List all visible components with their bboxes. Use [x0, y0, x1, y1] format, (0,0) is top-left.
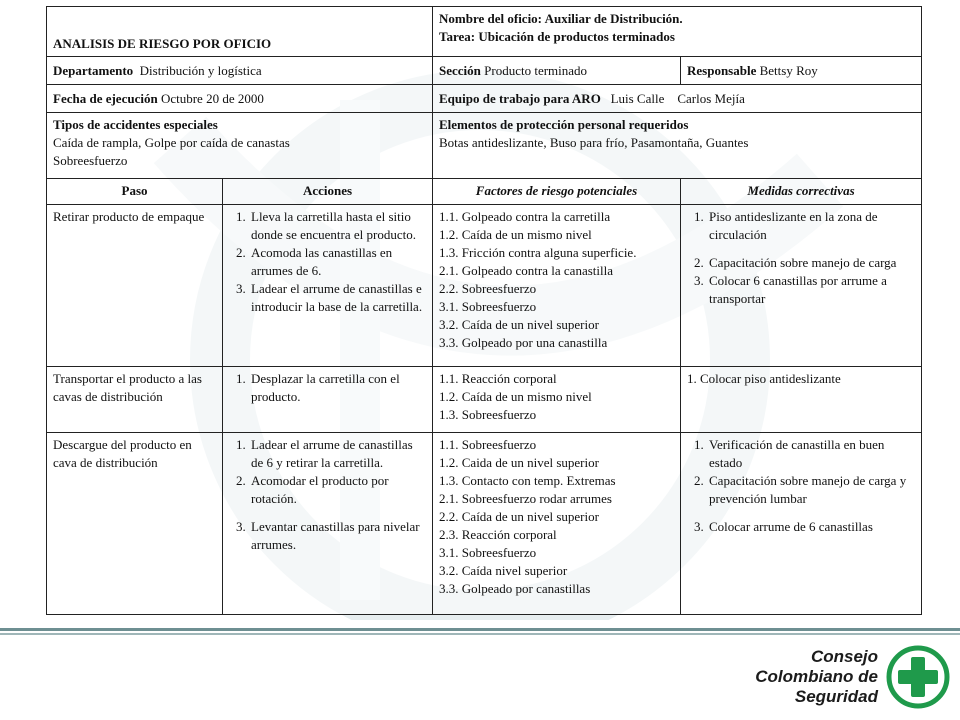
table-row	[47, 367, 922, 433]
departamento-value: Distribución y logística	[139, 62, 262, 78]
section-cell	[433, 57, 681, 85]
medida-item: 2. Capacitación sobre manejo de carga	[707, 254, 915, 272]
factor-item: 1.1. Golpeado contra la carretilla	[439, 209, 611, 224]
tarea-label: Tarea:	[439, 29, 476, 44]
table-row	[47, 433, 922, 615]
factor-item: 3.2. Caída nivel superior	[439, 563, 568, 578]
medida-item: 1. Piso antideslizante en la zona de circulación	[707, 208, 915, 244]
accidentes-line: Caída de rampla, Golpe por caída de canastas	[53, 135, 290, 150]
acciones-cell	[223, 367, 433, 433]
medida-item: 3. Colocar 6 canastillas por arrume a transportar	[707, 272, 915, 308]
accion-item: 3. Levantar canastillas para nivelar arrumes.	[249, 518, 426, 554]
column-header-acciones: Acciones	[223, 179, 433, 205]
risk-analysis-table	[46, 6, 922, 615]
job-info-cell	[433, 7, 922, 57]
factor-item: 1.1. Sobreesfuerzo	[439, 437, 537, 452]
medida-item: 2. Capacitación sobre manejo de carga y prevención lumbar	[707, 472, 915, 508]
factor-item: 2.1. Golpeado contra la canastilla	[439, 263, 613, 278]
responsible-cell	[681, 57, 922, 85]
responsable-value: Bettsy Roy	[759, 62, 818, 78]
factor-item: 1.2. Caida de un nivel superior	[439, 455, 599, 470]
paso-cell: Descargue del producto en cava de distribución	[47, 433, 223, 615]
department-cell	[47, 57, 433, 85]
accion-item: 1. Desplazar la carretilla con el producto.	[249, 370, 426, 406]
factor-item: 1.3. Contacto con temp. Extremas	[439, 473, 616, 488]
factor-item: 2.2. Sobreesfuerzo	[439, 281, 537, 296]
factor-item: 1.3. Sobreesfuerzo	[439, 407, 537, 422]
equipo-value: Luis Calle Carlos Mejía	[610, 90, 745, 106]
accidentes-line: Sobreesfuerzo	[53, 153, 128, 168]
accion-item: 2. Acomoda las canastillas en arrumes de 6.	[249, 244, 426, 280]
document-title-cell	[47, 7, 433, 57]
factores-cell	[433, 433, 681, 615]
responsable-label: Responsable	[687, 62, 757, 78]
tarea-value: Ubicación de productos terminados	[478, 29, 675, 44]
column-header-medidas: Medidas correctivas	[681, 179, 922, 205]
aro-document	[46, 6, 921, 615]
medida-item: 1. Verificación de canastilla en buen estado	[707, 436, 915, 472]
column-header-factores: Factores de riesgo potenciales	[433, 179, 681, 205]
factor-item: 3.2. Caída de un nivel superior	[439, 317, 599, 332]
footer-divider	[0, 628, 960, 631]
factores-cell	[433, 367, 681, 433]
ccs-logo	[750, 643, 950, 713]
paso-cell: Retirar producto de empaque	[47, 205, 223, 367]
fecha-label: Fecha de ejecución	[53, 90, 158, 106]
document-title: ANALISIS DE RIESGO POR OFICIO	[53, 36, 272, 51]
medidas-cell	[681, 367, 922, 433]
execution-date-cell	[47, 85, 433, 113]
footer-divider-secondary	[0, 633, 960, 635]
factor-item: 3.3. Golpeado por una canastilla	[439, 335, 608, 350]
green-cross-icon	[886, 645, 950, 709]
logo-line: Seguridad	[794, 687, 878, 706]
medida-item: 3. Colocar arrume de 6 canastillas	[707, 518, 915, 536]
equipo-label: Equipo de trabajo para ARO	[439, 90, 601, 106]
departamento-label: Departamento	[53, 62, 134, 78]
accion-item: 1. Ladear el arrume de canastillas de 6 y retirar la carretilla.	[249, 436, 426, 472]
oficio-value: Auxiliar de Distribución.	[544, 11, 683, 26]
medidas-cell	[681, 205, 922, 367]
table-row	[47, 205, 922, 367]
accion-item: 2. Acomodar el producto por rotación.	[249, 472, 426, 508]
epp-label: Elementos de protección personal requeridos	[439, 117, 689, 132]
logo-wordmark	[750, 647, 878, 707]
factor-item: 3.3. Golpeado por canastillas	[439, 581, 591, 596]
epp-value: Botas antideslizante, Buso para frío, Pasamontaña, Guantes	[439, 135, 749, 150]
logo-line: Colombiano de	[755, 667, 878, 686]
medidas-cell	[681, 433, 922, 615]
seccion-value: Producto terminado	[484, 62, 588, 78]
factor-item: 1.2. Caída de un mismo nivel	[439, 389, 592, 404]
factor-item: 2.2. Caída de un nivel superior	[439, 509, 599, 524]
factor-item: 2.3. Reacción corporal	[439, 527, 557, 542]
special-accidents-cell	[47, 113, 433, 179]
factores-cell	[433, 205, 681, 367]
factor-item: 3.1. Sobreesfuerzo	[439, 299, 537, 314]
factor-item: 2.1. Sobreesfuerzo rodar arrumes	[439, 491, 612, 506]
work-team-cell	[433, 85, 922, 113]
oficio-label: Nombre del oficio:	[439, 11, 543, 26]
factor-item: 3.1. Sobreesfuerzo	[439, 545, 537, 560]
acciones-cell	[223, 433, 433, 615]
paso-cell: Transportar el producto a las cavas de distribución	[47, 367, 223, 433]
column-header-paso: Paso	[47, 179, 223, 205]
fecha-value: Octubre 20 de 2000	[160, 90, 264, 106]
factor-item: 1.2. Caída de un mismo nivel	[439, 227, 592, 242]
acciones-cell	[223, 205, 433, 367]
accion-item: 1. Lleva la carretilla hasta el sitio donde se encuentra el producto.	[249, 208, 426, 244]
factor-item: 1.3. Fricción contra alguna superficie.	[439, 245, 637, 260]
logo-line: Consejo	[810, 647, 878, 666]
column-header-row	[47, 179, 922, 205]
accion-item: 3. Ladear el arrume de canastillas e introducir la base de la carretilla.	[249, 280, 426, 316]
ppe-cell	[433, 113, 922, 179]
seccion-label: Sección	[439, 62, 481, 78]
factor-item: 1.1. Reacción corporal	[439, 371, 557, 386]
accidentes-label: Tipos de accidentes especiales	[53, 117, 218, 132]
medida-text: 1. Colocar piso antideslizante	[687, 371, 841, 386]
